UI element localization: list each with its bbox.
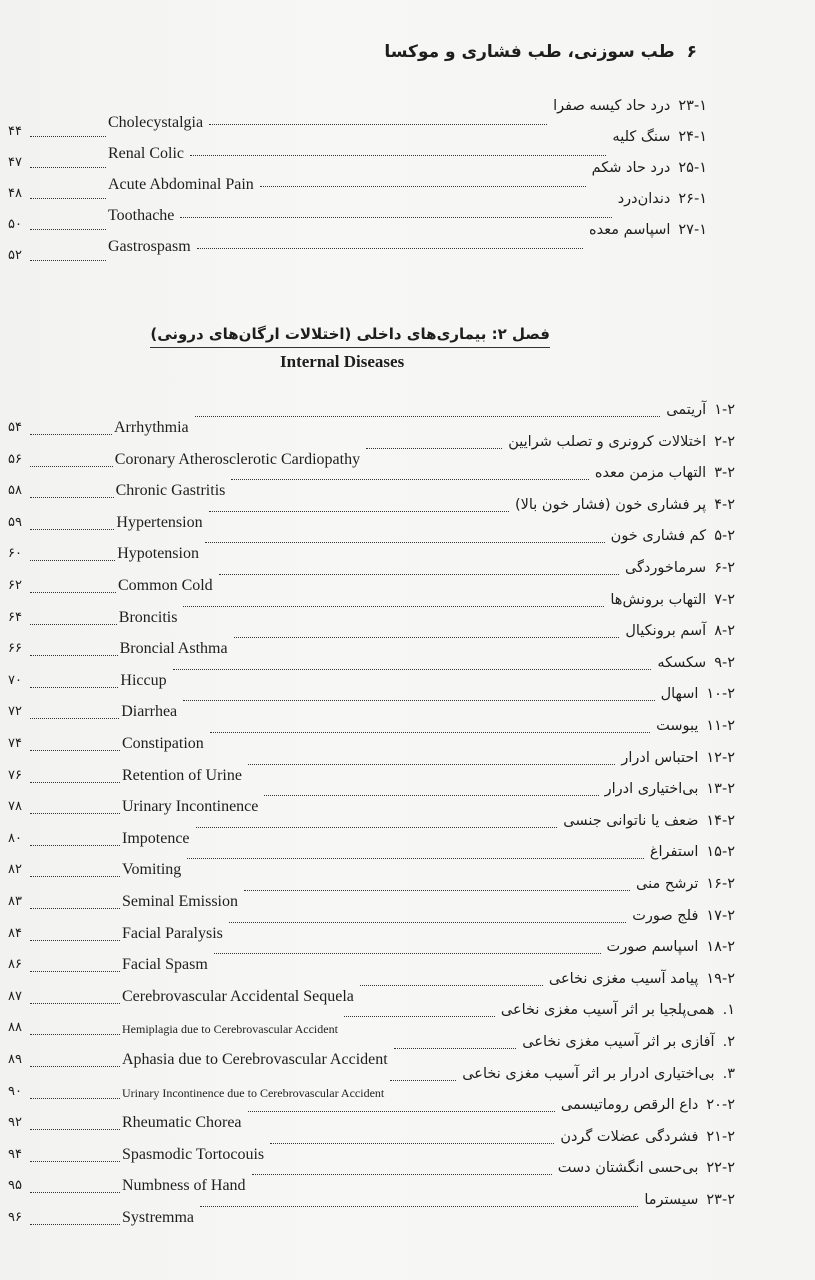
toc-page-number: ۸۳ [8, 894, 22, 909]
toc-title-en: Urinary Incontinence [122, 798, 259, 816]
toc-page-number: ۶۶ [8, 641, 22, 657]
toc-title-en: Broncitis [118, 608, 178, 626]
toc-page-number: ۸۰ [8, 830, 22, 846]
running-header [384, 42, 697, 62]
toc-entry-number: ۱۰-۲ [706, 686, 735, 703]
toc-title-en: Gastrospasm [108, 238, 191, 255]
toc-entry-number: ۲۶-۱ [678, 191, 707, 207]
toc-title-fa [650, 844, 735, 860]
toc-entry-number: ۳. [722, 1065, 735, 1082]
toc-title-fa [625, 560, 735, 576]
toc-entry-number: ۲۳-۲ [706, 1192, 735, 1208]
toc-entry-text: درد حاد شکم [591, 160, 671, 176]
leader-dots [30, 560, 115, 561]
leader-dots [30, 971, 120, 972]
leader-dots [187, 858, 644, 859]
chapter2-title-fa: فصل ۲: بیماری‌های داخلی (اختلالات ارگان‌های درونی) [150, 325, 550, 348]
toc-title-fa [661, 686, 735, 702]
leader-dots [30, 260, 106, 261]
toc-entry-text: التهاب مزمن معده [594, 465, 707, 482]
toc-title-fa [515, 497, 735, 513]
toc-title-fa [612, 129, 707, 145]
toc-entry-text: سرماخوردگی [624, 560, 707, 576]
leader-dots [173, 669, 652, 670]
toc-entry-number: ۳-۲ [714, 465, 735, 482]
toc-page-number: ۵۴ [8, 420, 22, 435]
leader-dots [30, 529, 114, 530]
leader-dots [209, 511, 509, 512]
toc-title-en: Hypotension [117, 545, 199, 563]
toc-entry-text: اسپاسم صورت [606, 939, 699, 956]
toc-entry-text: پر فشاری خون (فشار خون بالا) [514, 496, 707, 513]
toc-entry-text: بی‌حسی انگشتان دست [557, 1160, 699, 1177]
toc-title-en: Aphasia due to Cerebrovascular Accident [122, 1051, 388, 1068]
toc-title-en: Cholecystalgia [108, 114, 204, 131]
toc-title-en: Arrhythmia [114, 419, 189, 436]
toc-page-number: ۹۵ [8, 1178, 22, 1194]
toc-title-en: Coronary Atherosclerotic Cardiopathy [114, 450, 361, 468]
toc-entry-number: ۲۵-۱ [678, 160, 707, 176]
toc-entry-text: بی‌اختیاری ادرار بر اثر آسیب مغزی نخاعی [462, 1065, 715, 1082]
toc-title-fa [589, 222, 707, 238]
toc-title-en: Hypertension [116, 513, 203, 531]
toc-title-en: Facial Spasm [122, 956, 208, 974]
toc-title-en: Seminal Emission [122, 893, 238, 910]
toc-entry-text: فلج صورت [632, 907, 699, 924]
toc-title-fa [563, 813, 735, 829]
toc-entry-number: ۱۲-۲ [706, 749, 735, 766]
toc-page-number: ۹۴ [8, 1146, 22, 1162]
leader-dots [260, 186, 586, 187]
leader-dots [344, 1016, 495, 1017]
leader-dots [190, 155, 606, 156]
toc-entry-number: ۴-۲ [714, 496, 735, 513]
leader-dots [197, 248, 583, 249]
leader-dots [183, 606, 604, 607]
toc-title-en: Retention of Urine [122, 766, 242, 784]
toc-entry-text: داع الرقص روماتیسمی [560, 1097, 699, 1114]
leader-dots [30, 624, 117, 625]
toc-page-number: ۶۴ [8, 609, 22, 625]
toc-entry-number: ۲-۲ [714, 433, 735, 450]
toc-entry-number: ۱۳-۲ [706, 781, 735, 798]
toc-page-number: ۶۰ [8, 546, 22, 562]
toc-title-fa [462, 1066, 735, 1082]
leader-dots [390, 1080, 456, 1081]
toc-page-number: ۴۸ [8, 186, 22, 201]
toc-entry-text: همی‌پلجیا بر اثر آسیب مغزی نخاعی [500, 1002, 715, 1019]
toc-title-en: Spasmodic Tortocouis [122, 1145, 265, 1163]
leader-dots [229, 922, 626, 923]
toc-title-en: Renal Colic [108, 145, 184, 162]
leader-dots [183, 700, 654, 701]
toc-entry-text: درد حاد کیسه صفرا [553, 98, 671, 114]
toc-title-fa [561, 1097, 735, 1113]
toc-title-fa [621, 750, 735, 766]
toc-entry-number: ۷-۲ [714, 591, 735, 608]
toc-title-fa [595, 465, 735, 481]
toc-page-number: ۷۶ [8, 767, 22, 783]
toc-entry-number: ۶-۲ [714, 560, 735, 576]
toc-page-number: ۴۴ [8, 124, 22, 139]
toc-title-en: Systremma [122, 1209, 194, 1226]
toc-title-fa [636, 876, 735, 892]
toc-page-number: ۹۲ [8, 1115, 22, 1131]
toc-entry-number: ۸-۲ [714, 623, 735, 640]
leader-dots [30, 813, 120, 814]
toc-title-fa [656, 718, 735, 734]
toc-title-fa [549, 971, 735, 987]
toc-title-en: Broncial Asthma [119, 640, 228, 658]
leader-dots [252, 1174, 552, 1175]
leader-dots [30, 1224, 120, 1225]
leader-dots [30, 592, 116, 593]
toc-page-number: ۷۲ [8, 704, 22, 720]
leader-dots [30, 718, 119, 719]
toc-page-number: ۵۹ [8, 514, 22, 530]
leader-dots [270, 1143, 554, 1144]
toc-title-en: Numbness of Hand [122, 1177, 246, 1195]
leader-dots [30, 845, 120, 846]
toc-page-number: ۷۴ [8, 736, 22, 751]
toc-entry-number: ۱۸-۲ [706, 939, 735, 956]
toc-title-fa [666, 402, 735, 418]
toc-entry-number: ۲۰-۲ [706, 1097, 735, 1114]
toc-page-number: ۸۸ [8, 1020, 22, 1036]
leader-dots [394, 1048, 517, 1049]
leader-dots [209, 124, 547, 125]
toc-entry-number: ۲۳-۱ [678, 98, 707, 114]
leader-dots [205, 542, 605, 543]
toc-title-fa [610, 592, 735, 608]
toc-title-en: Diarrhea [121, 703, 178, 721]
toc-entry-text: بی‌اختیاری ادرار [604, 781, 699, 798]
toc-page-number: ۵۲ [8, 248, 22, 263]
toc-entry-text: سنگ کلیه [612, 129, 671, 145]
toc-title-en: Common Cold [118, 577, 213, 594]
toc-entry-text: ترشح منی [636, 876, 699, 892]
toc-title-fa [657, 655, 735, 671]
chapter2-title-en: Internal Diseases [280, 352, 405, 371]
toc-title-en: Cerebrovascular Accidental Sequela [122, 987, 354, 1005]
toc-title-fa [607, 939, 735, 955]
toc-entry-number: ۲۲-۲ [706, 1160, 735, 1177]
header-page-number: ۶ [686, 42, 697, 62]
toc-entry-text: آفازی بر اثر آسیب مغزی نخاعی [522, 1034, 715, 1050]
toc-page-number: ۷۰ [8, 672, 22, 688]
toc-entry-number: ۱۵-۲ [706, 844, 735, 861]
toc-page-number: ۹۰ [8, 1083, 22, 1099]
leader-dots [366, 448, 502, 449]
toc-entry-number: ۱۷-۲ [706, 907, 735, 924]
toc-entry-number: ۱۹-۲ [706, 970, 735, 987]
toc-title-en: Hiccup [120, 671, 167, 689]
leader-dots [30, 1003, 120, 1004]
toc-page-number: ۴۷ [8, 155, 22, 170]
toc-title-en: Urinary Incontinence due to Cerebrovascular Accident [122, 1085, 385, 1100]
toc-entry-text: اختلالات کرونری و تصلب شرایین [508, 433, 707, 450]
leader-dots [234, 637, 620, 638]
toc-entry-text: اسهال [660, 686, 699, 703]
toc-title-fa [553, 98, 707, 114]
toc-entry-number: ۹-۲ [714, 654, 735, 671]
toc-entry-number: ۲۴-۱ [678, 129, 707, 145]
leader-dots [30, 434, 112, 435]
toc-title-en: Vomiting [122, 861, 182, 879]
leader-dots [200, 1206, 638, 1207]
leader-dots [196, 827, 558, 828]
toc-title-fa [522, 1034, 735, 1050]
leader-dots [30, 1161, 120, 1162]
toc-entry-number: ۱. [722, 1002, 735, 1019]
toc-title-fa [605, 781, 735, 797]
toc-entry-text: التهاب برونش‌ها [610, 591, 707, 608]
leader-dots [360, 985, 543, 986]
leader-dots [30, 908, 120, 909]
toc-title-en: Impotence [122, 829, 190, 847]
toc-page-number: ۵۰ [8, 217, 22, 232]
leader-dots [180, 217, 611, 218]
leader-dots [30, 687, 118, 688]
leader-dots [210, 732, 650, 733]
toc-page-number: ۸۷ [8, 988, 22, 1004]
toc-entry-text: فشردگی عضلات گردن [560, 1128, 699, 1145]
toc-title-fa [592, 160, 707, 176]
toc-entry-text: پیامد آسیب مغزی نخاعی [548, 970, 699, 987]
toc-title-fa [618, 191, 707, 207]
toc-entry-text: استفراغ [649, 844, 699, 861]
toc-entry-number: ۱۴-۲ [706, 812, 735, 829]
toc-entry-text: اسپاسم معده [589, 222, 671, 238]
toc-entry-text: احتباس ادرار [621, 749, 699, 766]
leader-dots [30, 1129, 120, 1130]
leader-dots [214, 953, 601, 954]
leader-dots [30, 750, 120, 751]
toc-page-number: ۶۲ [8, 578, 22, 593]
leader-dots [30, 940, 120, 941]
leader-dots [219, 574, 619, 575]
leader-dots [30, 655, 118, 656]
toc-entry-number: ۵-۲ [714, 528, 735, 545]
toc-entry-number: ۱-۲ [714, 402, 735, 418]
leader-dots [30, 497, 114, 498]
toc-title-en: Constipation [122, 735, 204, 752]
toc-page-number: ۷۸ [8, 799, 22, 815]
toc-entry-text: سکسکه [657, 654, 707, 671]
toc-title-en: Chronic Gastritis [115, 482, 226, 500]
toc-page-number: ۸۲ [8, 862, 22, 878]
toc-entry [0, 1192, 815, 1228]
toc-entry-text: کم فشاری خون [610, 528, 707, 545]
toc-page-number: ۵۸ [8, 483, 22, 499]
leader-dots [248, 1111, 555, 1112]
toc-title-en: Rheumatic Chorea [122, 1114, 242, 1132]
toc-title-fa [632, 908, 735, 924]
toc-entry-number: ۲۱-۲ [706, 1128, 735, 1145]
toc-entry-text: آریتمی [666, 402, 707, 418]
toc-title-fa [625, 623, 735, 639]
toc-page-number: ۸۹ [8, 1052, 22, 1067]
leader-dots [30, 1066, 120, 1067]
toc-page-number: ۹۶ [8, 1210, 22, 1225]
toc-entry-number: ۱۱-۲ [706, 718, 735, 734]
toc-entry-number: ۱۶-۲ [706, 876, 735, 892]
toc-title-en: Acute Abdominal Pain [108, 176, 254, 193]
toc-entry-number: ۲. [722, 1034, 735, 1050]
leader-dots [244, 890, 630, 891]
leader-dots [30, 466, 113, 467]
header-title: طب سوزنی، طب فشاری و موکسا [384, 42, 675, 62]
toc-title-fa [560, 1129, 735, 1145]
toc-entry [0, 222, 815, 263]
toc-page-number: ۸۶ [8, 957, 22, 973]
leader-dots [30, 1034, 120, 1035]
toc-entry-text: ضعف یا ناتوانی جنسی [563, 812, 699, 829]
toc-entry-text: آسم برونکیال [625, 623, 707, 640]
toc-title-en: Facial Paralysis [122, 924, 223, 942]
toc-title-fa [611, 528, 735, 544]
toc-page-number: ۸۴ [8, 925, 22, 941]
toc-entry-number: ۲۷-۱ [678, 222, 707, 238]
leader-dots [30, 782, 120, 783]
toc-entry-text: دندان‌درد [617, 191, 671, 207]
toc-title-fa [558, 1160, 735, 1176]
toc-title-en: Toothache [108, 207, 175, 224]
toc-title-fa [644, 1192, 735, 1208]
leader-dots [248, 764, 615, 765]
leader-dots [30, 876, 120, 877]
toc-entry-text: یبوست [656, 718, 699, 734]
leader-dots [30, 1098, 120, 1099]
toc-title-en: Hemiplagia due to Cerebrovascular Accident [122, 1022, 338, 1037]
leader-dots [195, 416, 661, 417]
toc-page-number: ۵۶ [8, 451, 22, 467]
leader-dots [264, 795, 598, 796]
toc-title-fa [501, 1002, 735, 1018]
toc-entry-text: سیسترما [644, 1192, 699, 1208]
leader-dots [231, 479, 588, 480]
leader-dots [30, 1192, 120, 1193]
toc-title-fa [508, 434, 735, 450]
